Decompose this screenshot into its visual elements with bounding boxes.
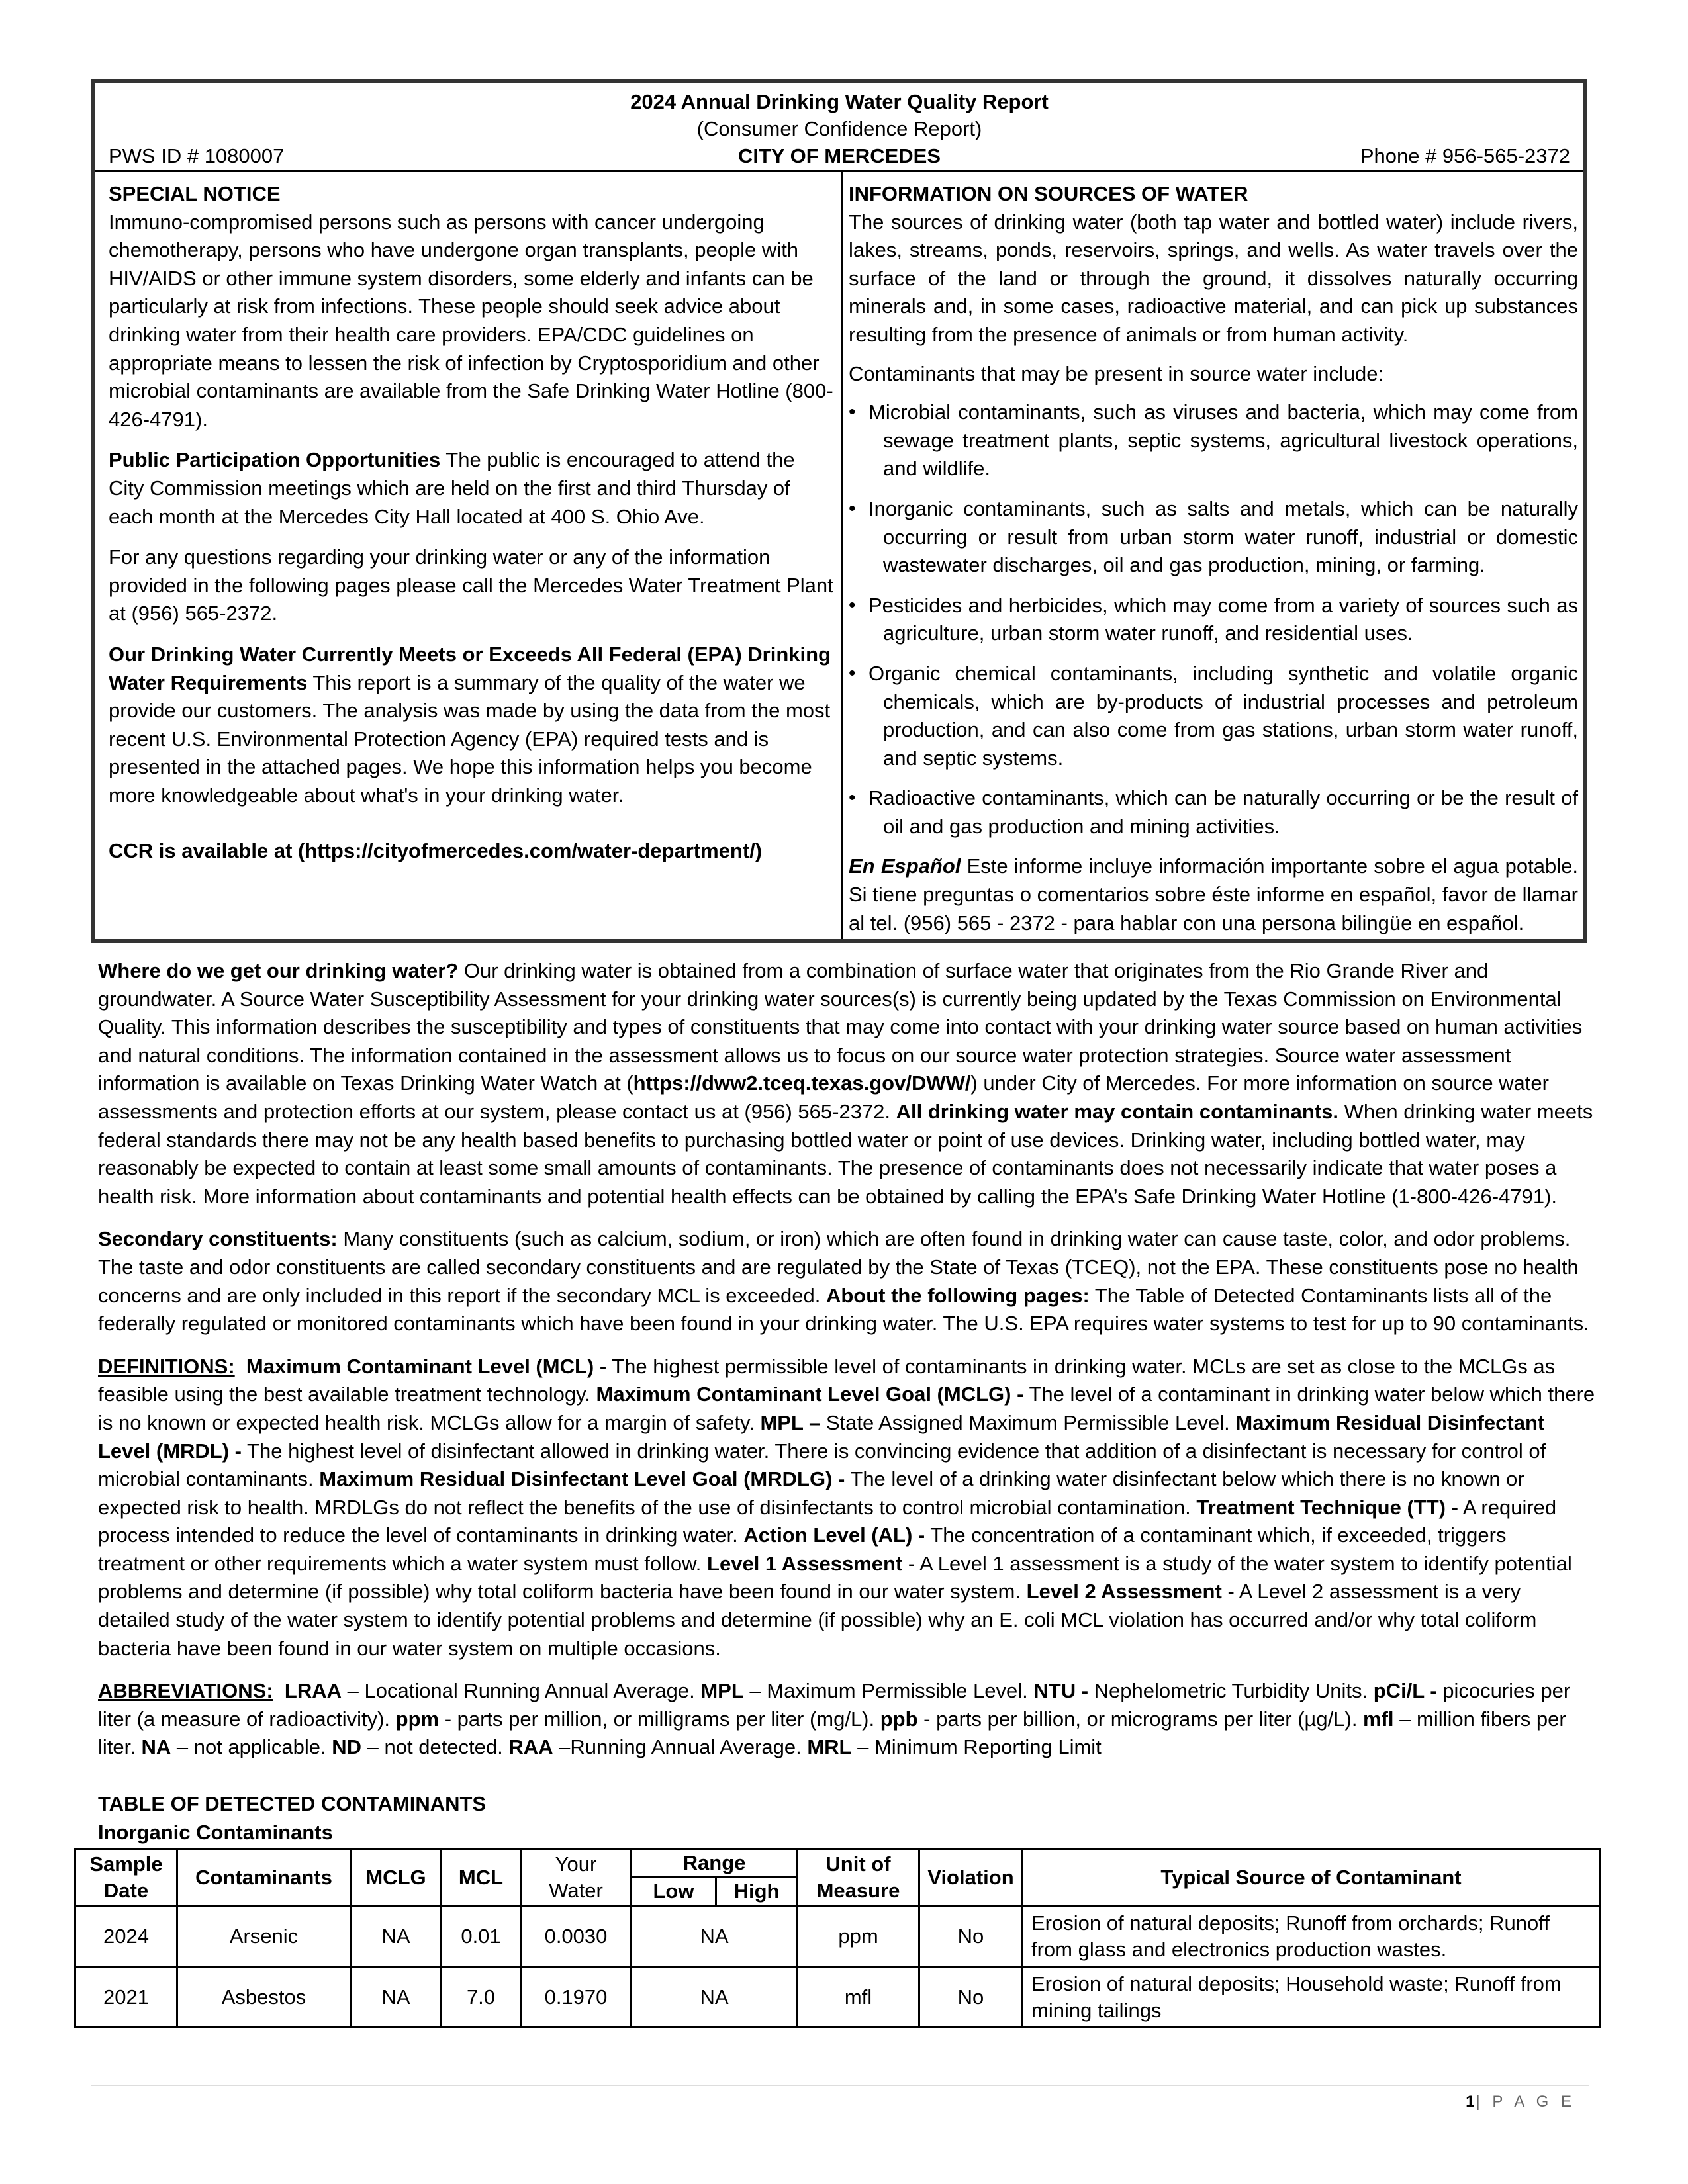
abbreviation-term: NTU - (1033, 1679, 1089, 1703)
abbreviation-term: LRAA (284, 1679, 342, 1703)
definition-text: The highest permissible level of contaminants in drinking water. MCLs are set as close to the MCLGs as feasible using the best available treatment technology. (98, 1354, 1556, 1406)
abbreviation-text: Nephelometric Turbidity Units. (1088, 1679, 1374, 1703)
about-heading: About the following pages: (825, 1283, 1090, 1307)
where-text: Our drinking water is obtained from a combination of surface water that originates from the Rio Grande River and groundwater. A Source Water Susceptibility Assessment for your drinking water sources(s) is currently being updated by the Texas Commission on Environmental Quality. This information describes the susceptibility and types of constituents that may come into contact with your drinking water source based on human activities and natural conditions. The information contained in the assessment allows us to focus on our source water protection strategies. Source water assessment information is available on Texas Drinking Water Watch at ( (98, 959, 1583, 1095)
abbreviation-text: – not detected. (361, 1735, 509, 1759)
contain-heading: All drinking water may contain contaminants. (896, 1099, 1338, 1123)
table-title: TABLE OF DETECTED CONTAMINANTS (98, 1792, 487, 1815)
abbreviation-text: – Maximum Permissible Level. (743, 1679, 1034, 1703)
questions-text: For any questions regarding your drinking water or any of the information provided in the following pages please call the Mercedes Water Treatment Plant at (956) 565-2372. (109, 545, 833, 625)
contaminants-list (849, 398, 1578, 841)
dww-link[interactable]: https://dww2.tceq.texas.gov/DWW/ (633, 1071, 971, 1095)
where-heading: Where do we get our drinking water? (98, 959, 459, 982)
header-violation: Violation (919, 1849, 1023, 1906)
cell-mclg: NA (351, 1967, 442, 2028)
ccr-link[interactable]: CCR is available at (https://cityofmercedes.com/water-department/) (109, 839, 763, 863)
contain-text: When drinking water meets federal standards there may not be any health based benefits to purchasing bottled water or point of use devices. Drinking water, including bottled water, may reasonably be expected to contain at least some small amounts of contaminants. The presence of contaminants does not necessarily indicate that water poses a health risk. More information about contaminants and potential health effects can be obtained by calling the EPA’s Safe Drinking Water Hotline (1-800-426-4791). (98, 1099, 1593, 1208)
cell-date: 2024 (75, 1906, 177, 1967)
definition-term: Treatment Technique (TT) - (1196, 1495, 1458, 1519)
table-row (75, 1906, 1600, 1967)
cell-violation: No (919, 1906, 1023, 1967)
definition-term: Level 2 Assessment (1026, 1580, 1222, 1604)
city-name: CITY OF MERCEDES (737, 144, 941, 167)
column-divider (841, 172, 843, 939)
cell-contaminant: Asbestos (177, 1967, 351, 2028)
definitions-paragraph (98, 1353, 1595, 1663)
list-item: • Organic chemical contaminants, including synthetic and volatile organic chemicals, which are by-products of industrial processes and petroleum production, and can also come from gas stations, urban storm water runoff, and septic systems. (849, 660, 1578, 772)
pws-id: PWS ID # 1080007 (109, 144, 285, 167)
definition-text: The highest level of disinfectant allowed in drinking water. There is convincing evidence that addition of a disinfectant is necessary for control of microbial contaminants. (98, 1439, 1546, 1491)
cell-mcl: 7.0 (442, 1967, 521, 2028)
about-text: The Table of Detected Contaminants lists all of the federally regulated or monitored contaminants which have been found in your drinking water. The U.S. EPA requires water systems to test for up to 90 contaminants. (98, 1283, 1589, 1336)
cell-mclg: NA (351, 1906, 442, 1967)
abbreviation-text: –Running Annual Average. (553, 1735, 808, 1759)
header-high: High (716, 1878, 798, 1906)
contaminants-list-intro: Contaminants that may be present in source water include: (849, 361, 1384, 385)
special-notice-text: Immuno-compromised persons such as persons with cancer undergoing chemotherapy, persons who have undergone organ transplants, people with HIV/AIDS or other immune system disorders, some elderly and infants can be particularly at risk from infections. These people should seek advice about drinking water from their health care providers. EPA/CDC guidelines on appropriate means to lessen the risk of infection by Cryptosporidium and other microbial contaminants are available from the Safe Drinking Water Hotline (800-426-4791). (109, 210, 833, 431)
definition-text: The concentration of a contaminant which, if exceeded, triggers treatment or other requirements which a water system must follow. (98, 1524, 1507, 1575)
table-subtitle: Inorganic Contaminants (98, 1820, 333, 1844)
espanol-text: Este informe incluye información importante sobre el agua potable. Si tiene preguntas o comentarios sobre éste informe en español, favor de llamar al tel. (956) 565 - 2372 - para hablar con una persona bilingüe en español. (849, 854, 1578, 934)
abbreviation-term: ppm (395, 1707, 440, 1731)
table-row (75, 1967, 1600, 2028)
definition-term: Maximum Contaminant Level Goal (MCLG) - (596, 1383, 1024, 1406)
header-mcl: MCL (442, 1849, 521, 1906)
meets-text: This report is a summary of the quality of the water we provide our customers. The analysis was made by using the data from the most recent U.S. Environmental Protection Agency (EPA) required tests and is presented in the attached pages. We hope this information helps you become more knowledgeable about what's in your drinking water. (109, 670, 831, 807)
espanol-heading: En Español (849, 854, 961, 878)
definition-text: The level of a drinking water disinfectant below which there is no known or expected risk to health. MRDLGs do not reflect the benefits of the use of disinfectants to control microbial contamination. (98, 1467, 1524, 1519)
table-header-row (75, 1849, 1600, 1878)
footer-divider (91, 2085, 1589, 2086)
header-your-water: Your Water (521, 1849, 632, 1906)
cell-range: NA (632, 1906, 798, 1967)
abbreviation-term: NA (141, 1735, 171, 1759)
header-source: Typical Source of Contaminant (1023, 1849, 1600, 1906)
cell-date: 2021 (75, 1967, 177, 2028)
page-number: 1 (1466, 2093, 1476, 2111)
definition-text: The level of a contaminant in drinking water below which there is no known or expected health risk. MCLGs allow for a margin of safety. (98, 1383, 1595, 1434)
meets-heading: Our Drinking Water Currently Meets or Exceeds All Federal (EPA) Drinking Water Requirements (109, 642, 831, 694)
definition-text: - A Level 2 assessment is a very detailed study of the water system to identify potential problems and determine (if possible) why an E. coli MCL violation has occurred and/or why total coliform bacteria have been found in our water system on multiple occasions. (98, 1580, 1537, 1660)
abbreviation-text: – Locational Running Annual Average. (342, 1679, 701, 1703)
header-low: Low (632, 1878, 716, 1906)
header-contaminants: Contaminants (177, 1849, 351, 1906)
abbreviation-term: MRL (807, 1735, 852, 1759)
header-unit: Unit of Measure (798, 1849, 919, 1906)
where-paragraph (98, 957, 1595, 1210)
secondary-heading: Secondary constituents: (98, 1227, 338, 1251)
table-heading (98, 1790, 486, 1846)
report-header (95, 83, 1583, 172)
where-text-2: ) under City of Mercedes. For more information on source water assessments and protection efforts at our system, please contact us at (956) 565-2372. (98, 1071, 1549, 1123)
abbreviations-heading: ABBREVIATIONS: (98, 1679, 273, 1703)
abbreviation-text: - parts per million, or milligrams per liter (mg/L). (439, 1707, 880, 1731)
abbreviation-term: pCi/L - (1373, 1679, 1437, 1703)
cell-your-water: 0.1970 (521, 1967, 632, 2028)
abbreviation-term: ND (332, 1735, 362, 1759)
page-footer (1466, 2093, 1575, 2111)
phone-number: Phone # 956-565-2372 (1360, 144, 1570, 167)
sources-intro: The sources of drinking water (both tap water and bottled water) include rivers, lakes, streams, ponds, reservoirs, springs, and wells. As water travels over the surface of the land or through the ground, it dissolves naturally occurring minerals and, in some cases, radioactive material, and can pick up substances resulting from the presence of animals or from human activity. (849, 210, 1578, 346)
cell-range: NA (632, 1967, 798, 2028)
definition-term: Maximum Residual Disinfectant Level (MRDL) - (98, 1410, 1545, 1463)
definitions-heading: DEFINITIONS: (98, 1354, 235, 1378)
abbreviation-term: ppb (880, 1707, 918, 1731)
cell-unit: mfl (798, 1967, 919, 2028)
abbreviation-text: – Minimum Reporting Limit (851, 1735, 1102, 1759)
cell-source: Erosion of natural deposits; Household waste; Runoff from mining tailings (1023, 1967, 1600, 2028)
abbreviations-paragraph (98, 1677, 1595, 1762)
header-mclg: MCLG (351, 1849, 442, 1906)
abbreviation-term: MPL (700, 1679, 744, 1703)
definition-term: Action Level (AL) - (743, 1524, 925, 1547)
cell-source: Erosion of natural deposits; Runoff from orchards; Runoff from glass and electronics production wastes. (1023, 1906, 1600, 1967)
definition-text: A required process intended to reduce the level of contaminants in drinking water. (98, 1495, 1557, 1547)
cell-violation: No (919, 1967, 1023, 2028)
special-notice-heading: SPECIAL NOTICE (109, 182, 281, 205)
abbreviation-text: – million fibers per liter. (98, 1707, 1566, 1759)
body-text (98, 957, 1595, 1776)
abbreviation-term: RAA (508, 1735, 553, 1759)
list-item: • Pesticides and herbicides, which may come from a variety of sources such as agriculture, urban storm water runoff, and residential uses. (849, 592, 1578, 648)
header-sample-date: Sample Date (75, 1849, 177, 1906)
page-label: | P A G E (1476, 2093, 1575, 2111)
secondary-paragraph (98, 1225, 1595, 1338)
cell-unit: ppm (798, 1906, 919, 1967)
cell-mcl: 0.01 (442, 1906, 521, 1967)
report-title: 2024 Annual Drinking Water Quality Report (630, 90, 1049, 113)
header-box (91, 79, 1587, 943)
definition-text: State Assigned Maximum Permissible Level. (820, 1410, 1236, 1434)
definition-term: Level 1 Assessment (707, 1551, 903, 1575)
definition-term: Maximum Contaminant Level (MCL) - (246, 1354, 607, 1378)
report-subtitle: (Consumer Confidence Report) (696, 117, 982, 140)
abbreviation-text: - parts per billion, or micrograms per liter (µg/L). (917, 1707, 1364, 1731)
definition-term: MPL – (760, 1410, 821, 1434)
cell-your-water: 0.0030 (521, 1906, 632, 1967)
list-item: • Microbial contaminants, such as viruses and bacteria, which may come from sewage treatment plants, septic systems, agricultural livestock operations, and wildlife. (849, 398, 1578, 483)
definition-text: - A Level 1 assessment is a study of the water system to identify potential problems and determine (if possible) why total coliform bacteria have been found in our water system. (98, 1551, 1572, 1604)
abbreviation-text: picocuries per liter (a measure of radioactivity). (98, 1679, 1571, 1731)
cell-contaminant: Arsenic (177, 1906, 351, 1967)
abbreviation-term: mfl (1363, 1707, 1394, 1731)
header-range: Range (632, 1849, 798, 1878)
list-item: • Inorganic contaminants, such as salts and metals, which can be naturally occurring or result from urban storm water runoff, industrial or domestic wastewater discharges, oil and gas production, mining, or farming. (849, 495, 1578, 580)
abbreviation-text: – not applicable. (171, 1735, 332, 1759)
contaminants-table (74, 1848, 1601, 2028)
right-column (849, 180, 1578, 950)
participation-heading: Public Participation Opportunities (109, 448, 441, 472)
participation-text: The public is encouraged to attend the City Commission meetings which are held on the first and third Thursday of each month at the Mercedes City Hall located at 400 S. Ohio Ave. (109, 448, 795, 528)
sources-heading: INFORMATION ON SOURCES OF WATER (849, 182, 1248, 205)
definition-term: Maximum Residual Disinfectant Level Goal (MRDLG) - (319, 1467, 845, 1491)
secondary-text: Many constituents (such as calcium, sodium, or iron) which are often found in drinking water can cause taste, color, and odor problems. The taste and odor constituents are called secondary constituents and are regulated by the State of Texas (TCEQ), not the EPA. These constituents pose no health concerns and are only included in this report if the secondary MCL is exceeded. (98, 1227, 1579, 1307)
left-column (109, 180, 835, 879)
list-item: • Radioactive contaminants, which can be naturally occurring or be the result of oil and gas production and mining activities. (849, 784, 1578, 841)
